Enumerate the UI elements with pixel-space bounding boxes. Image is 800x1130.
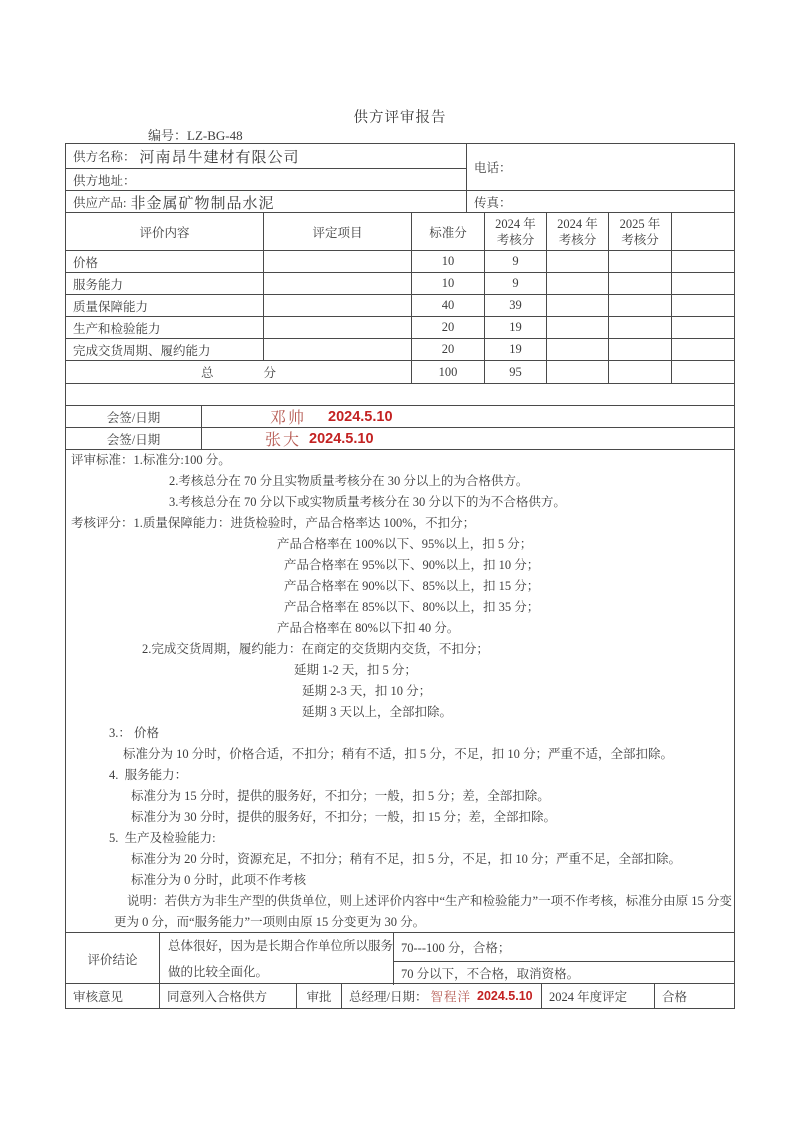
criteria-line: 说明：若供方为非生产型的供货单位，则上述评价内容中“生产和检验能力”一项不作考核，标准分由原 15 分变 [127, 894, 732, 908]
criteria-line: 标准分为 0 分时，此项不作考核 [131, 873, 307, 887]
total-score-y3 [608, 361, 671, 383]
total-score-y1: 95 [484, 361, 546, 383]
criteria-line: 延期 3 天以上，全部扣除。 [302, 705, 453, 719]
row-score-y1: 9 [484, 251, 546, 272]
criteria-line: 产品合格率在 90%以下、85%以上，扣 15 分； [284, 579, 540, 593]
conclusion-comment-line: 总体很好，因为是长期合作单位所以服务 [168, 939, 394, 953]
signature-date: 2024.5.10 [328, 408, 393, 425]
header-year-2025 [608, 213, 671, 250]
row-item [263, 317, 411, 338]
criteria-line: 评审标准：1.标准分:100 分。 [71, 453, 231, 467]
supplier-product-label: 供应产品: [73, 196, 127, 210]
criteria-line: 标准分为 20 分时，资源充足，不扣分；稍有不足，扣 5 分，不足，扣 10 分；严重不足，全部扣除。 [131, 852, 682, 866]
countersign-value [201, 406, 734, 427]
countersign-label: 会签/日期 [106, 432, 161, 447]
row-score-y3 [608, 273, 671, 294]
header-item: 评定项目 [263, 213, 411, 250]
year-eval-value: 合格 [654, 984, 734, 1008]
conclusion-rules [393, 933, 734, 985]
fax-cell [467, 191, 734, 213]
row-score-y1: 19 [484, 339, 546, 360]
row-content: 完成交货周期、履约能力 [73, 343, 211, 358]
review-section [66, 984, 734, 1008]
spacer-row [66, 384, 734, 406]
conclusion-comment-line: 做的比较全面化。 [168, 965, 269, 979]
criteria-line: 标准分为 10 分时，价格合适，不扣分；稍有不适，扣 5 分，不足，扣 10 分；严重不适，全部扣除。 [123, 747, 674, 761]
header-year-line: 考核分 [558, 232, 597, 247]
manager-cell [341, 984, 541, 1008]
row-standard: 40 [411, 295, 484, 316]
criteria-line: 标准分为 30 分时，提供的服务好，不扣分；一般，扣 15 分；差，全部扣除。 [131, 810, 557, 824]
row-item [263, 273, 411, 294]
row-item [263, 339, 411, 360]
table-row [66, 273, 734, 295]
header-year-line: 2024 年 [495, 216, 536, 231]
row-extra [671, 295, 734, 316]
supplier-address-label: 供方地址： [73, 173, 136, 188]
header-year-line: 2025 年 [619, 216, 661, 231]
row-extra [671, 339, 734, 360]
row-standard: 20 [411, 317, 484, 338]
approve-label: 审批 [296, 984, 341, 1008]
row-content: 质量保障能力 [73, 299, 149, 314]
row-score-y2 [546, 317, 608, 338]
row-score-y1: 9 [484, 273, 546, 294]
total-extra [671, 361, 734, 383]
criteria-line: 延期 1-2 天，扣 5 分； [294, 663, 417, 677]
row-standard: 10 [411, 273, 484, 294]
criteria-line: 考核评分：1.质量保障能力：进货检验时，产品合格率达 100%，不扣分； [71, 516, 476, 530]
row-standard: 20 [411, 339, 484, 360]
supplier-product-value: 非金属矿物制品水泥 [130, 195, 275, 212]
manager-label: 总经理/日期： [349, 990, 428, 1004]
supplier-product-row [66, 191, 466, 213]
manager-signature: 智程洋 [430, 990, 471, 1004]
criteria-line: 产品合格率在 85%以下、80%以上，扣 35 分； [284, 600, 540, 614]
countersign-label: 会签/日期 [106, 410, 161, 425]
row-extra [671, 317, 734, 338]
score-table-header [66, 213, 734, 251]
report-table [65, 143, 735, 1009]
header-year-line: 考核分 [621, 232, 659, 247]
header-content: 评价内容 [139, 225, 190, 240]
table-row [66, 339, 734, 361]
header-blank [671, 213, 734, 250]
criteria-line: 5. 生产及检验能力: [109, 831, 216, 845]
header-year-line: 考核分 [496, 232, 535, 247]
signature-name: 张大 [265, 432, 302, 449]
header-year-line: 2024 年 [557, 216, 598, 231]
header-year-2024b [546, 213, 608, 250]
supplier-name-label: 供方名称： [73, 150, 136, 164]
row-item [263, 251, 411, 272]
supplier-info-section [66, 144, 734, 213]
countersign-row [66, 406, 734, 428]
row-score-y2 [546, 251, 608, 272]
criteria-line: 产品合格率在 80%以下扣 40 分。 [277, 621, 460, 635]
total-row [66, 361, 734, 383]
row-extra [671, 251, 734, 272]
row-score-y3 [608, 251, 671, 272]
page-title: 供方评审报告 [353, 110, 447, 126]
criteria-line: 延期 2-3 天，扣 10 分； [302, 684, 432, 698]
signature-name: 邓帅 [270, 410, 307, 427]
year-eval-label: 2024 年度评定 [541, 984, 654, 1008]
total-score-y2 [546, 361, 608, 383]
review-label: 审核意见 [73, 990, 124, 1004]
criteria-line: 产品合格率在 95%以下、90%以上，扣 10 分； [284, 558, 540, 572]
criteria-line: 标准分为 15 分时，提供的服务好，不扣分；一般，扣 5 分；差，全部扣除。 [131, 789, 550, 803]
review-opinion: 同意列入合格供方 [159, 984, 296, 1008]
supplier-name-value: 河南昂牛建材有限公司 [139, 149, 300, 166]
conclusion-comment [159, 933, 393, 985]
criteria-line: 产品合格率在 100%以下、95%以上，扣 5 分； [277, 537, 533, 551]
row-content: 服务能力 [73, 277, 124, 292]
table-row [66, 251, 734, 273]
row-content: 生产和检验能力 [73, 321, 161, 336]
row-score-y1: 39 [484, 295, 546, 316]
criteria-section [66, 450, 734, 933]
table-row [66, 295, 734, 317]
row-standard: 10 [411, 251, 484, 272]
doc-number: 编号：LZ-BG-48 [148, 128, 243, 143]
row-score-y2 [546, 339, 608, 360]
criteria-line: 4. 服务能力： [109, 768, 188, 782]
supplier-info-left [66, 144, 466, 213]
conclusion-label: 评价结论 [87, 953, 138, 967]
criteria-line: 3.： 价格 [109, 726, 160, 740]
total-standard: 100 [411, 361, 484, 383]
row-score-y3 [608, 295, 671, 316]
score-table-section [66, 213, 734, 384]
conclusion-section [66, 933, 734, 984]
row-score-y2 [546, 295, 608, 316]
phone-label: 电话： [474, 161, 512, 175]
row-item [263, 295, 411, 316]
supplier-info-right [466, 144, 734, 213]
table-row [66, 317, 734, 339]
total-label: 总 分 [200, 366, 276, 380]
criteria-line: 3.考核总分在 70 分以下或实物质量考核分在 30 分以下的为不合格供方。 [169, 495, 566, 509]
row-content: 价格 [73, 255, 99, 270]
fail-rule: 70 分以下，不合格，取消资格。 [401, 966, 580, 981]
criteria-line: 2.完成交货周期，履约能力：在商定的交货期内交货，不扣分； [142, 642, 489, 656]
countersign-value [201, 428, 734, 449]
header-standard: 标准分 [411, 213, 484, 250]
phone-cell [467, 144, 734, 191]
row-score-y3 [608, 317, 671, 338]
row-score-y2 [546, 273, 608, 294]
pass-rule: 70---100 分，合格； [394, 933, 734, 962]
supplier-name-row [66, 144, 466, 169]
criteria-line: 2.考核总分在 70 分且实物质量考核分在 30 分以上的为合格供方。 [169, 474, 529, 488]
header-year-2024a [484, 213, 546, 250]
row-extra [671, 273, 734, 294]
fax-label: 传真： [474, 196, 512, 210]
countersign-row [66, 428, 734, 450]
manager-date: 2024.5.10 [477, 989, 533, 1003]
row-score-y1: 19 [484, 317, 546, 338]
signature-date: 2024.5.10 [309, 430, 374, 447]
criteria-line: 更为 0 分，而“服务能力”一项则由原 15 分变更为 30 分。 [114, 915, 426, 929]
row-score-y3 [608, 339, 671, 360]
supplier-address-row [66, 169, 466, 191]
